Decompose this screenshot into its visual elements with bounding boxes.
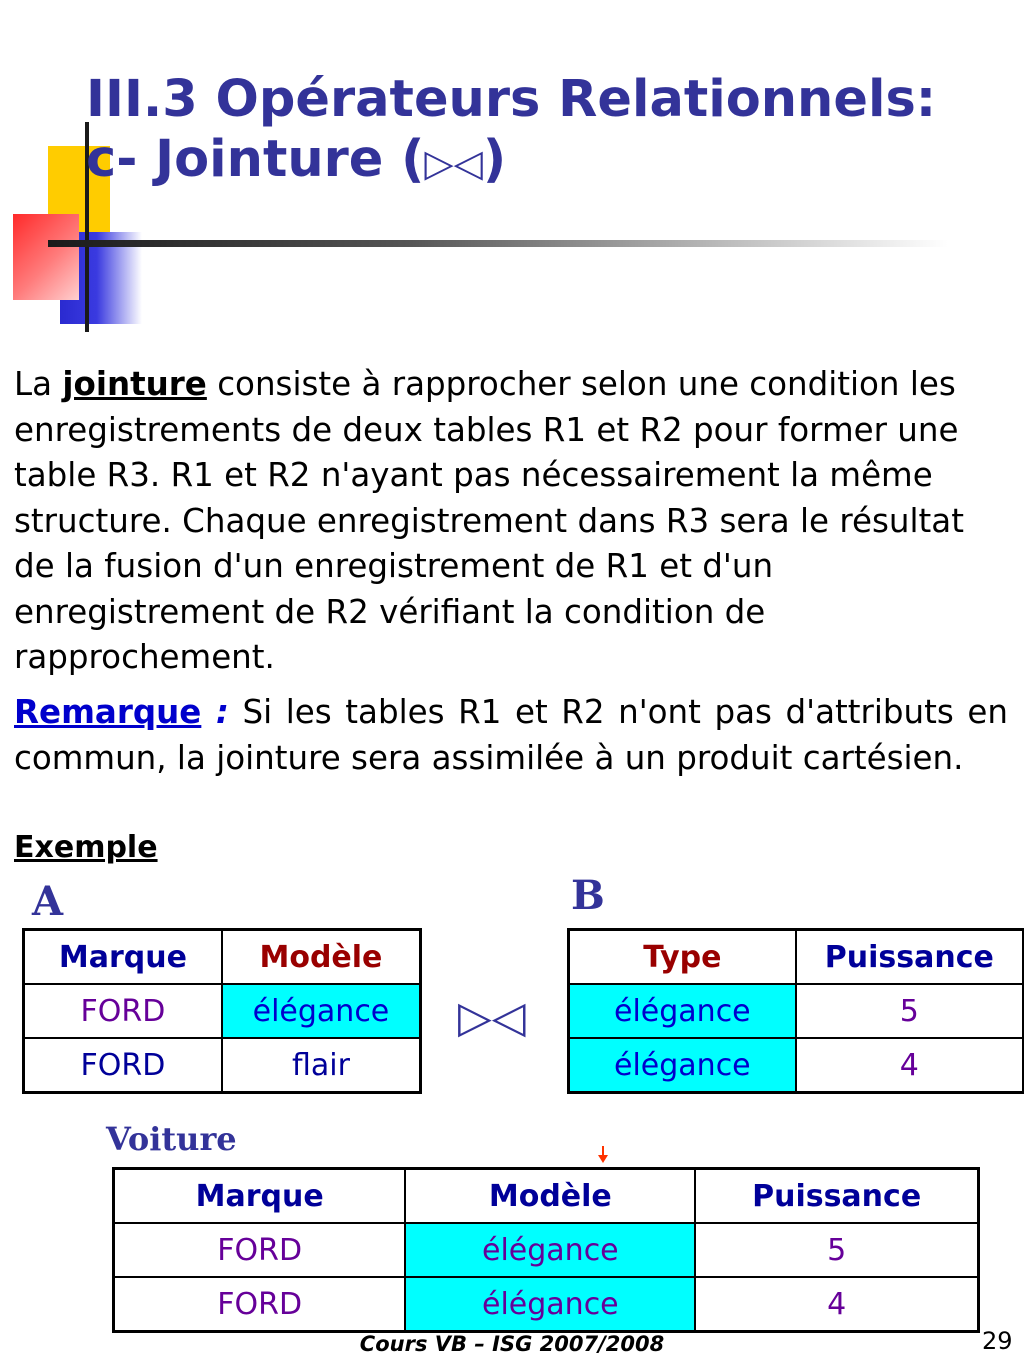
table-cell: flair <box>222 1038 421 1093</box>
table-row <box>114 1223 979 1277</box>
join-symbol-title: ▷◁ <box>424 141 483 185</box>
table-cell-highlighted: élégance <box>405 1277 695 1332</box>
header-cell: Marque <box>114 1169 406 1224</box>
table-row <box>569 984 1024 1038</box>
table-header-row <box>24 930 421 985</box>
table-a <box>22 928 422 1094</box>
remark-label: Remarque <box>14 693 202 731</box>
table-cell: 4 <box>796 1038 1024 1093</box>
definition-prefix: La <box>14 365 63 403</box>
title-line-2: c- Jointure ( <box>86 130 425 189</box>
table-cell-highlighted: élégance <box>569 1038 796 1093</box>
footer-text: Cours VB – ISG 2007/2008 <box>359 1332 665 1356</box>
remark-paragraph <box>14 690 1008 781</box>
table-b-label: B <box>571 872 605 919</box>
table-cell-highlighted: élégance <box>222 984 421 1038</box>
header-cell: Type <box>569 930 796 985</box>
header-cell: Modèle <box>405 1169 695 1224</box>
table-row <box>24 1038 421 1093</box>
table-cell: FORD <box>114 1277 406 1332</box>
table-a-label: A <box>32 878 64 925</box>
down-arrow-icon <box>597 1146 609 1164</box>
title-line-1: III.3 Opérateurs Relationnels: <box>86 70 937 129</box>
header-cell: Puissance <box>695 1169 978 1224</box>
page-number: 29 <box>982 1327 1013 1355</box>
table-cell: 5 <box>796 984 1024 1038</box>
result-table-label: Voiture <box>106 1120 237 1158</box>
result-table <box>112 1167 980 1333</box>
remark-colon: : <box>201 693 229 731</box>
example-heading: Exemple <box>14 830 158 865</box>
header-cell: Puissance <box>796 930 1024 985</box>
remark-text: Si les tables R1 et R2 n'ont pas d'attributs en commun, la jointure sera assimilée à un produit cartésien. <box>14 693 1008 777</box>
header-cell: Marque <box>24 930 222 985</box>
decor-horizontal-rule <box>48 240 948 247</box>
table-b <box>567 928 1024 1094</box>
table-cell: 5 <box>695 1223 978 1277</box>
definition-text: consiste à rapprocher selon une condition les enregistrements de deux tables R1 et R2 pour former une table R3. R1 et R2 n'ayant pas nécessairement la même structure. Chaque enregistrement dans R3 sera le résultat de la fusion d'un enregistrement de R1 et d'un enregistrement de R2 vérifiant la condition de rapprochement. <box>14 365 964 676</box>
title-close-paren: ) <box>482 130 507 189</box>
header-cell: Modèle <box>222 930 421 985</box>
table-cell-highlighted: élégance <box>569 984 796 1038</box>
table-cell: FORD <box>24 1038 222 1093</box>
definition-keyword: jointure <box>62 365 207 403</box>
join-operator-symbol: ▷◁ <box>458 992 526 1043</box>
table-cell: 4 <box>695 1277 978 1332</box>
table-cell: FORD <box>24 984 222 1038</box>
table-header-row <box>114 1169 979 1224</box>
table-cell-highlighted: élégance <box>405 1223 695 1277</box>
table-header-row <box>569 930 1024 985</box>
decor-red-square <box>13 214 79 300</box>
slide-title <box>86 70 936 193</box>
table-row <box>24 984 421 1038</box>
definition-paragraph <box>14 362 1008 681</box>
table-cell: FORD <box>114 1223 406 1277</box>
table-row <box>114 1277 979 1332</box>
table-row <box>569 1038 1024 1093</box>
